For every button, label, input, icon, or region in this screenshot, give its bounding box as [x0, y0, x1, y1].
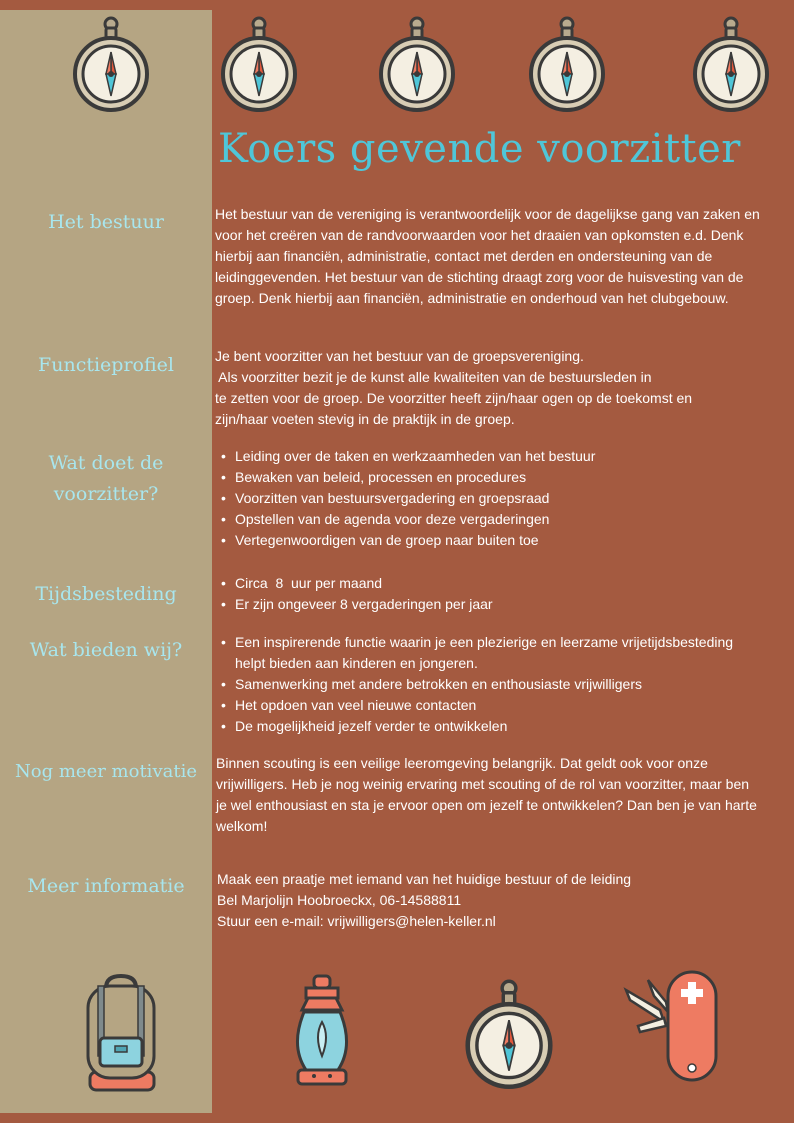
list-item: • Bewaken van beleid, processen en procedures	[215, 467, 760, 488]
section-text-functieprofiel	[215, 346, 760, 430]
lantern-icon	[284, 972, 360, 1094]
section-label-bieden: Wat bieden wij?	[29, 639, 183, 661]
section-label-bestuur: Het bestuur	[48, 211, 164, 233]
section-list-bieden	[215, 632, 760, 737]
section-list-tijd	[215, 573, 760, 615]
text-line: Maak een praatje met iemand van het huidige bestuur of de leiding	[217, 871, 632, 887]
list-item: • Het opdoen van veel nieuwe contacten	[215, 695, 760, 716]
page-title: Koers gevende voorzitter	[218, 126, 741, 172]
text-line: zijn/haar voeten stevig in de praktijk in de groep.	[215, 411, 515, 427]
section-text-info	[217, 869, 762, 932]
section-list-taken	[215, 446, 760, 551]
text-line: Stuur een e-mail: vrijwilligers@helen-keller.nl	[217, 913, 496, 929]
section-text-bestuur: Het bestuur van de vereniging is verantwoordelijk voor de dagelijkse gang van zaken en voor het creëren van de randvoorwaarden voor het draaien van opkomsten e.d. Denk hierbij aan financiën, administratie, contact met derden en ondersteuning van de leidinggevenden. Het bestuur van de stichting draagt zorg voor de huisvesting van de groep. Denk hierbij aan financiën, administratie en onderhoud van het clubgebouw.	[215, 206, 760, 306]
section-text-motivatie: Binnen scouting is een veilige leeromgeving belangrijk. Dat geldt ook voor onze vrijwilligers. Heb je nog weinig ervaring met scouting of de rol van voorzitter, maar ben je wel enthousiast en sta je ervoor open om jezelf te ontwikkelen? Dan ben je van harte welkom!	[216, 755, 757, 834]
text-line: Je bent voorzitter van het bestuur van de groepsvereniging.	[215, 348, 584, 364]
backpack-icon	[76, 972, 166, 1094]
compass-icon	[218, 16, 300, 112]
list-item: • Er zijn ongeveer 8 vergaderingen per jaar	[215, 594, 760, 615]
section-label-info: Meer informatie	[27, 875, 185, 897]
section-label-motivatie: Nog meer motivatie	[15, 761, 197, 782]
compass-icon	[690, 16, 772, 112]
list-item: • De mogelijkheid jezelf verder te ontwikkelen	[215, 716, 760, 737]
section-label-taken	[0, 448, 212, 510]
compass-icon	[376, 16, 458, 112]
list-item: • Samenwerking met andere betrokken en enthousiaste vrijwilligers	[215, 674, 760, 695]
list-item: • Leiding over de taken en werkzaamheden van het bestuur	[215, 446, 760, 467]
text-line: Bel Marjolijn Hoobroeckx, 06-14588811	[217, 892, 462, 908]
section-label-functieprofiel: Functieprofiel	[38, 354, 174, 376]
pocket-knife-icon	[620, 966, 724, 1086]
list-item: • Vertegenwoordigen van de groep naar buiten toe	[215, 530, 760, 551]
sidebar-panel	[0, 10, 212, 1113]
text-line: te zetten voor de groep. De voorzitter heeft zijn/haar ogen op de toekomst en	[215, 390, 693, 406]
list-item: • Opstellen van de agenda voor deze vergaderingen	[215, 509, 760, 530]
text-line: Als voorzitter bezit je de kunst alle kwaliteiten van de bestuursleden in	[215, 369, 652, 385]
compass-icon	[70, 16, 152, 112]
compass-icon	[526, 16, 608, 112]
list-item: • Voorzitten van bestuursvergadering en groepsraad	[215, 488, 760, 509]
label-line: Wat doet de	[48, 452, 164, 474]
list-item: • Een inspirerende functie waarin je een plezierige en leerzame vrijetijdsbesteding helpt bieden aan kinderen en jongeren.	[215, 632, 760, 674]
list-item: • Circa 8 uur per maand	[215, 573, 760, 594]
label-line: voorzitter?	[53, 483, 159, 505]
section-label-tijd: Tijdsbesteding	[35, 583, 177, 605]
compass-icon	[462, 974, 556, 1094]
